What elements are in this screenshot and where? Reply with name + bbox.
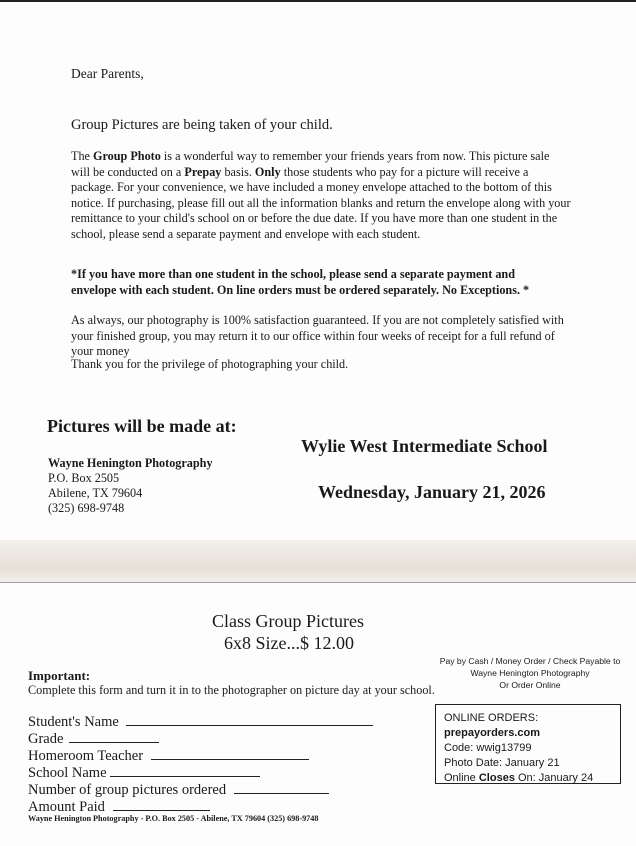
- school-name-field[interactable]: School Name: [28, 763, 260, 782]
- grade-field[interactable]: Grade: [28, 729, 159, 748]
- homeroom-field[interactable]: Homeroom Teacher: [28, 746, 309, 765]
- online-orders-photo-date: Photo Date: January 21: [444, 757, 560, 769]
- letter-paragraph-2: As always, our photography is 100% satisfaction guaranteed. If you are not completely satisfied with your finished group, you may return it to our office within four weeks of receipt for a full refund of your money: [71, 313, 564, 359]
- amount-paid-blank[interactable]: [113, 797, 210, 811]
- school-name-title: Wylie West Intermediate School: [301, 436, 548, 456]
- perforation-line: [0, 582, 636, 583]
- school-name-blank[interactable]: [110, 763, 260, 777]
- amount-paid-field[interactable]: Amount Paid: [28, 797, 210, 816]
- location-heading: Pictures will be made at:: [47, 416, 237, 436]
- top-border: [0, 0, 636, 2]
- greeting: Dear Parents,: [71, 66, 144, 81]
- form-price: 6x8 Size...$ 12.00: [224, 633, 354, 653]
- address-line-1: P.O. Box 2505: [48, 471, 120, 485]
- perforation-strip: [0, 540, 636, 582]
- form-footer: Wayne Henington Photography - P.O. Box 2505 - Abilene, TX 79604 (325) 698-9748: [28, 814, 319, 823]
- online-orders-site[interactable]: prepayorders.com: [444, 727, 540, 739]
- notice-paragraph: *If you have more than one student in the school, please send a separate payment and envelope with each student. On line orders must be ordered separately. No Exceptions. *: [71, 267, 530, 297]
- phone-number: (325) 698-9748: [48, 501, 125, 515]
- online-orders-heading: ONLINE ORDERS:: [444, 712, 539, 724]
- address-line-2: Abilene, TX 79604: [48, 486, 143, 500]
- number-ordered-blank[interactable]: [234, 780, 329, 794]
- student-name-blank[interactable]: [126, 712, 373, 726]
- online-orders-box: [435, 704, 621, 784]
- intro-line: Group Pictures are being taken of your child.: [71, 117, 333, 133]
- online-orders-code: Code: wwig13799: [444, 742, 532, 754]
- online-orders-closes: Online Closes On: January 24: [444, 772, 594, 784]
- form-instruction: Complete this form and turn it in to the photographer on picture day at your school.: [28, 683, 435, 697]
- company-name: Wayne Henington Photography: [48, 456, 213, 470]
- form-title: Class Group Pictures: [212, 611, 364, 631]
- grade-blank[interactable]: [69, 729, 159, 743]
- payment-note: Pay by Cash / Money Order / Check Payable to Wayne Henington Photography Or Order Online: [439, 656, 621, 690]
- thanks-line: Thank you for the privilege of photographing your child.: [71, 357, 349, 371]
- homeroom-blank[interactable]: [151, 746, 309, 760]
- important-label: Important:: [28, 668, 91, 683]
- number-ordered-field[interactable]: Number of group pictures ordered: [28, 780, 329, 799]
- picture-date: Wednesday, January 21, 2026: [318, 482, 546, 502]
- student-name-field[interactable]: Student's Name: [28, 712, 373, 731]
- letter-paragraph-1: The Group Photo is a wonderful way to remember your friends years from now. This picture sale will be conducted on a Prepay basis. Only those students who pay for a picture will receive a package. For your convenience, we have included a money envelope attached to the bottom of this notice. If purchasing, please fill out all the information blanks and return the envelope along with your remittance to your child's school on or before the due date. If you have more than one student in the school, please send a separate payment and envelope with each student.: [71, 149, 571, 241]
